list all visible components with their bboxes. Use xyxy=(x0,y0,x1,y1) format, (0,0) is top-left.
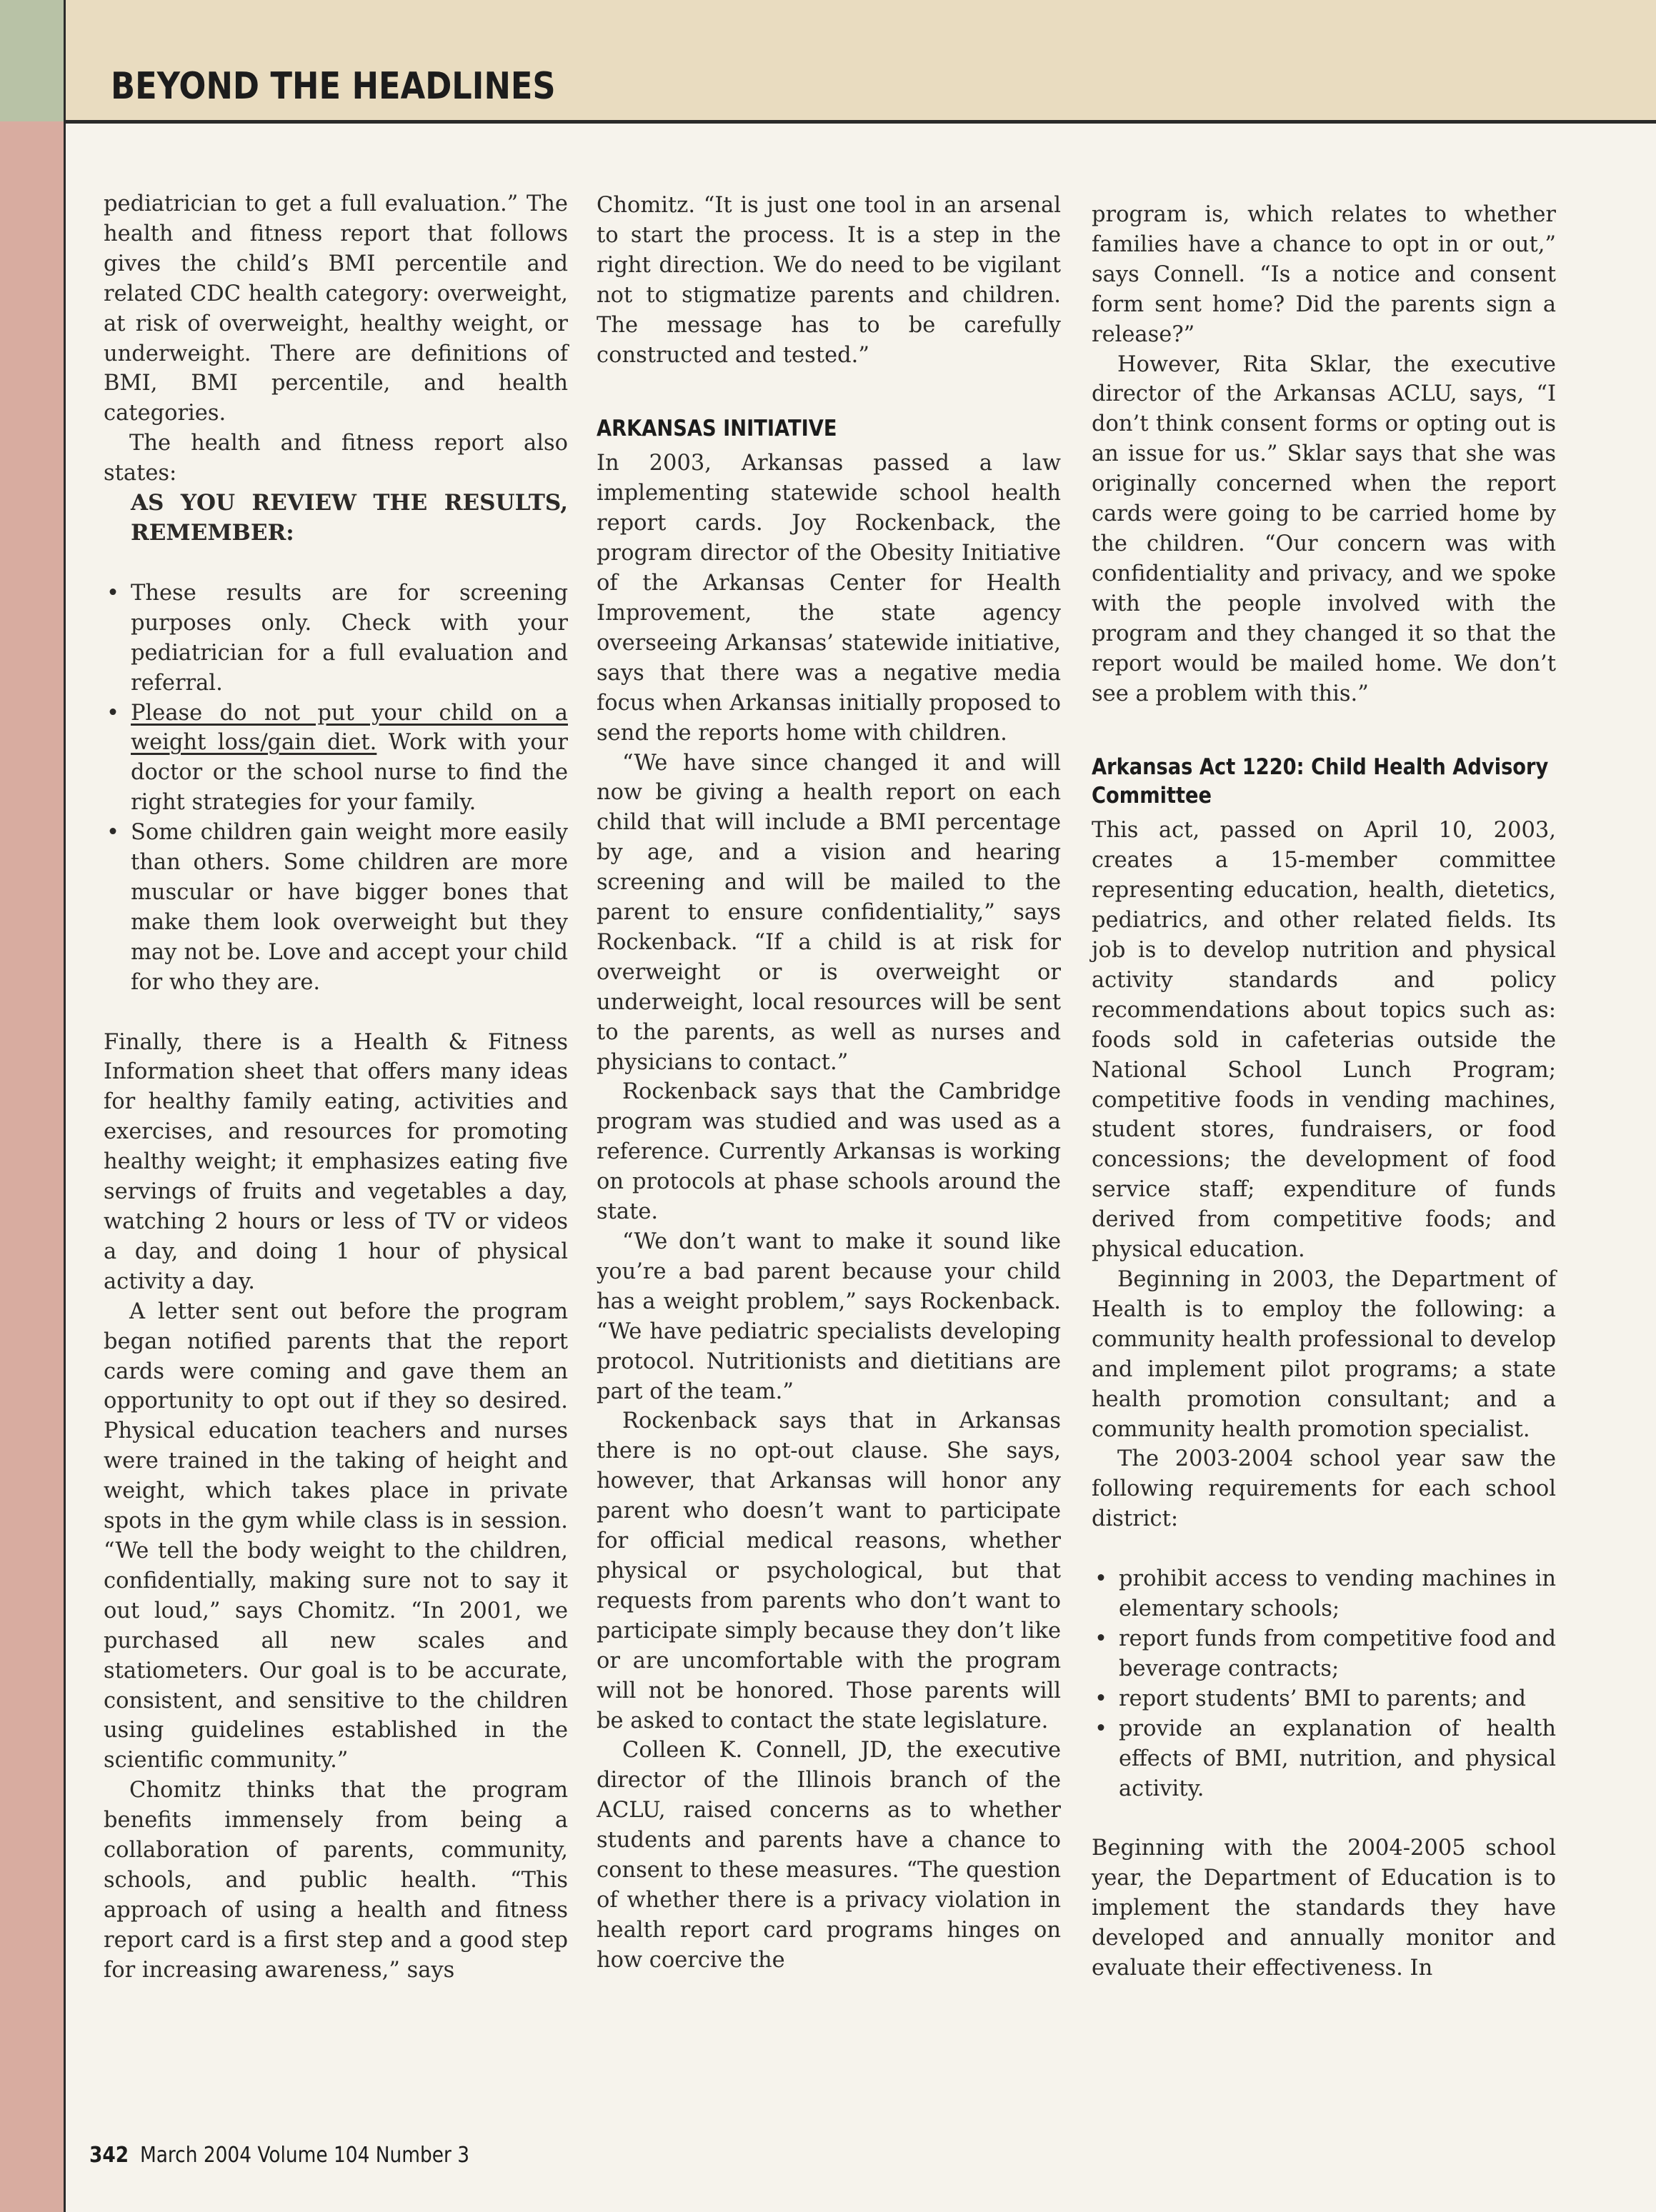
requirement-item: • provide an explanation of health effects of BMI, nutrition, and physical activity. xyxy=(1092,1714,1556,1804)
requirement-item: • report students’ BMI to parents; and xyxy=(1092,1684,1556,1714)
col2-paragraph-6: Rockenback says that in Arkansas there is no opt-out clause. She says, however, that Arkansas will honor any parent who doesn’t want to participate for official medical reasons, whether physical or psychological, but that requests from parents who don’t want to participate simply because they don’t like or are uncomfortable with the program will not be honored. Those parents will be asked to contact the state legislature. xyxy=(597,1408,1061,1733)
col2-paragraph-7: Colleen K. Connell, JD, the executive director of the Illinois branch of the ACLU, raised concerns as to whether students and parents have a chance to consent to these measures. “The question of whether there is a privacy violation in health report card programs hinges on how coercive the xyxy=(597,1738,1061,1973)
col1-paragraph-2: The health and fitness report also states: xyxy=(104,431,568,486)
arkansas-initiative-heading: ARKANSAS INITIATIVE xyxy=(597,416,837,442)
col2-paragraph-2: In 2003, Arkansas passed a law implementing statewide school health report cards. Joy Rockenback, the program director of the Obesity Initiative of the Arkansas Center for Health Improvement, the state agency overseeing Arkansas’ statewide initiative, says that there was a negative media focus when Arkansas initially proposed to send the reports home with children. xyxy=(597,451,1061,746)
act-1220-heading: Arkansas Act 1220: Child Health Advisory Committee xyxy=(1092,754,1549,809)
col1-paragraph-3: Finally, there is a Health & Fitness Information sheet that offers many ideas for healthy family eating, activities and exercises, and resources for promoting healthy weight; it emphasizes eating five servings of fruits and vegetables a day, watching 2 hours or less of TV or videos a day, and doing 1 hour of physical activity a day. xyxy=(104,1029,568,1294)
col3-paragraph-6: Beginning with the 2004-2005 school year, the Department of Education is to implement the standards they have developed and annually monitor and evaluate their effectiveness. In xyxy=(1092,1836,1556,1981)
column-1 xyxy=(104,189,568,1986)
remember-item-1-text: These results are for screening purposes only. Check with your pediatrician for a full evaluation and referral. xyxy=(131,580,568,696)
diet-warning-underlined: Please do not put your child on a weight loss/gain diet. xyxy=(131,700,568,756)
remember-item-2-text: Work with your doctor or the school nurse to find the right strategies for your family. xyxy=(131,730,568,816)
remember-item-1 xyxy=(104,579,568,699)
left-margin-strip xyxy=(0,121,64,2212)
col2-paragraph-3: “We have since changed it and will now be giving a health report on each child that will include a BMI percentage by age, and a vision and hearing screening and will be mailed to the parent to ensure confidentiality,” says Rockenback. “If a child is at risk for overweight or is overweight or underweight, local resources will be sent to the parents, as well as nurses and physicians to contact.” xyxy=(597,750,1061,1075)
vertical-rule xyxy=(64,0,66,2212)
remember-item-3-text: Some children gain weight more easily than others. Some children are more muscular or have bigger bones that make them look overweight but they may not be. Love and accept your child for who they are. xyxy=(131,820,568,995)
col3-paragraph-3: This act, passed on April 10, 2003, creates a 15-member committee representing education, health, dietetics, pediatrics, and other related fields. Its job is to develop nutrition and physical activity standards and policy recommendations about topics such as: foods sold in cafeterias outside the National School Lunch Program; competitive foods in vending machines, student stores, fundraisers, or food concessions; the development of food service staff; expenditure of funds derived from competitive foods; and physical education. xyxy=(1092,818,1556,1263)
col2-paragraph-5: “We don’t want to make it sound like you’re a bad parent because your child has a weight problem,” says Rockenback. “We have pediatric specialists developing protocol. Nutritionists and dietitians are part of the team.” xyxy=(597,1229,1061,1404)
col3-paragraph-4: Beginning in 2003, the Department of Health is to employ the following: a community health professional to develop and implement pilot programs; a state health promotion consultant; and a community health promotion specialist. xyxy=(1092,1267,1556,1442)
col1-paragraph-1: pediatrician to get a full evaluation.” The health and fitness report that follows gives the child’s BMI percentile and related CDC health category: overweight, at risk of overweight, healthy weight, or underweight. There are definitions of BMI, BMI percentile, and health categories. xyxy=(104,191,568,426)
issue-info: March 2004 Volume 104 Number 3 xyxy=(139,2143,470,2168)
col3-paragraph-1: program is, which relates to whether families have a chance to opt in or out,” says Connell. “Is a notice and consent form sent home? Did the parents sign a release?” xyxy=(1092,202,1556,347)
column-3 xyxy=(1092,200,1556,1983)
remember-item-2 xyxy=(104,699,568,819)
column-2 xyxy=(597,191,1061,1976)
requirements-list xyxy=(1092,1564,1556,1803)
remember-list xyxy=(104,579,568,998)
page-number: 342 xyxy=(89,2143,129,2168)
header-rule xyxy=(64,120,1656,124)
requirement-item: • prohibit access to vending machines in elementary schools; xyxy=(1092,1564,1556,1624)
col2-paragraph-4: Rockenback says that the Cambridge program was studied and was used as a reference. Currently Arkansas is working on protocols at phase schools around the state. xyxy=(597,1079,1061,1225)
remember-item-3 xyxy=(104,818,568,997)
col3-paragraph-2: However, Rita Sklar, the executive director of the Arkansas ACLU, says, “I don’t think consent forms or opting out is an issue for us.” Sklar says that she was originally concerned when the report cards were going to be carried home by the children. “Our concern was with confidentiality and privacy, and we spoke with the people involved with the program and they changed it so that the report would be mailed home. We don’t see a problem with this.” xyxy=(1092,351,1556,706)
col3-paragraph-5: The 2003-2004 school year saw the following requirements for each school district: xyxy=(1092,1446,1556,1532)
col1-paragraph-5: Chomitz thinks that the program benefits immensely from being a collaboration of parents, community, schools, and public health. “This approach of using a health and fitness report card is a first step and a good step for increasing awareness,” says xyxy=(104,1778,568,1983)
col1-paragraph-4: A letter sent out before the program began notified parents that the report cards were coming and gave them an opportunity to opt out if they so desired. Physical education teachers and nurses were trained in the taking of height and weight, which takes place in private spots in the gym while class is in session. “We tell the body weight to the children, confidentially, making sure not to say it out loud,” says Chomitz. “In 2001, we purchased all new scales and statiometers. Our goal is to be accurate, consistent, and sensitive to the children using guidelines established in the scientific community.” xyxy=(104,1298,568,1773)
col2-paragraph-1: Chomitz. “It is just one tool in an arsenal to start the process. It is a step in the right direction. We do need to be vigilant not to stigmatize parents and children. The message has to be carefully constructed and tested.” xyxy=(597,193,1061,368)
remember-heading: AS YOU REVIEW THE RESULTS, REMEMBER: xyxy=(131,490,568,546)
page-footer xyxy=(89,2143,469,2168)
requirement-item: • report funds from competitive food and beverage contracts; xyxy=(1092,1624,1556,1684)
corner-block xyxy=(0,0,64,121)
section-header: BEYOND THE HEADLINES xyxy=(111,65,556,108)
